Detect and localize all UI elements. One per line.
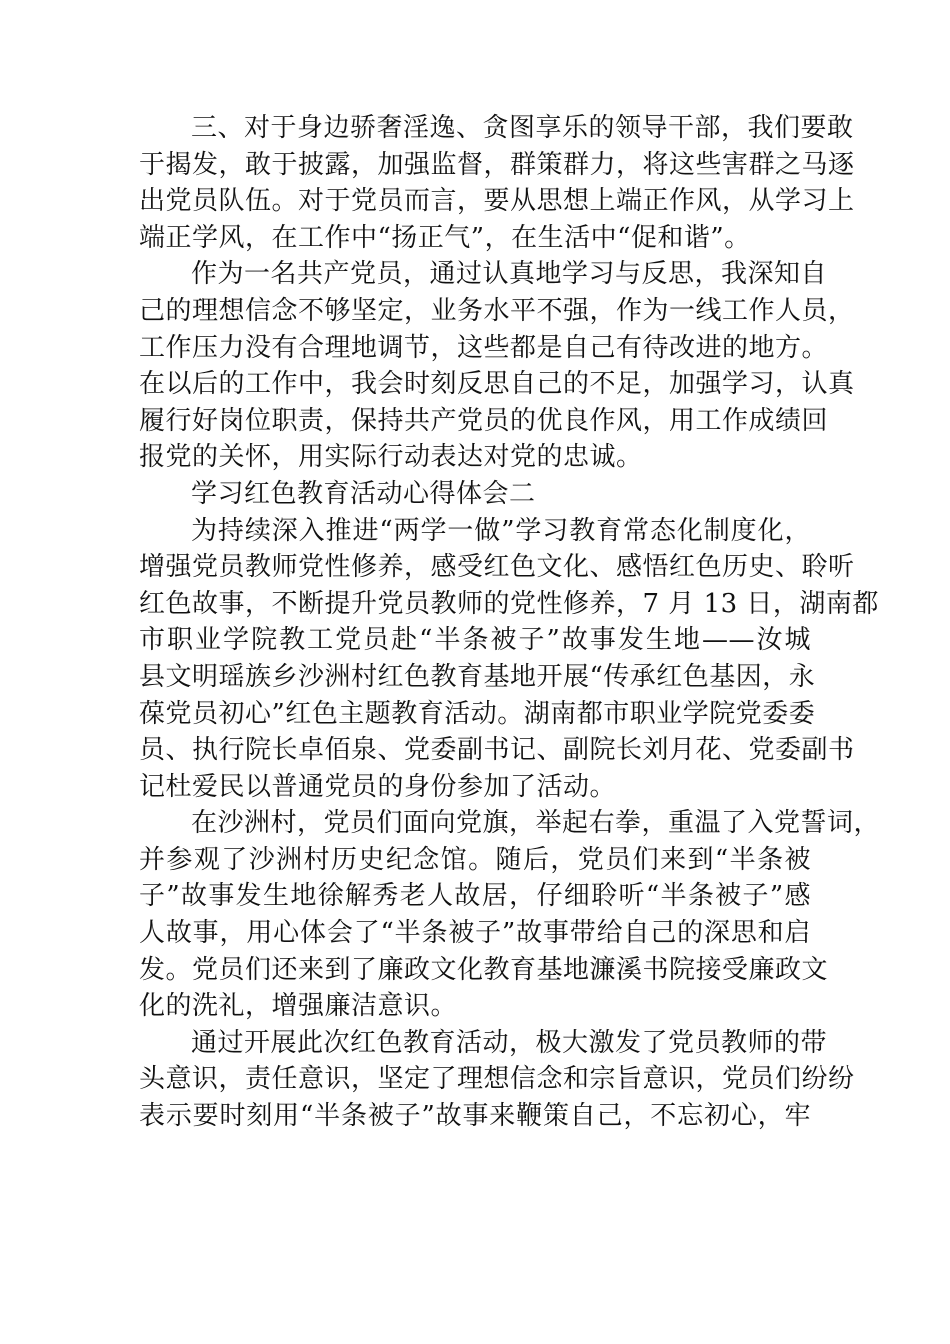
text-line: 己的理想信念不够坚定，业务水平不强，作为一线工作人员， xyxy=(139,295,855,326)
text-line: 工作压力没有合理地调节，这些都是自己有待改进的地方。 xyxy=(139,332,829,363)
text-line: 表示要时刻用“半条被子”故事来鞭策自己，不忘初心，牢 xyxy=(139,1101,811,1132)
paragraph-4 xyxy=(139,805,881,1025)
text-line: 人故事，用心体会了“半条被子”故事带给自己的深思和启 xyxy=(139,918,811,949)
text-line: 并参观了沙洲村历史纪念馆。随后，党员们来到“半条被 xyxy=(139,844,811,875)
text-line: 记杜爱民以普通党员的身份参加了活动。 xyxy=(139,771,617,802)
text-line: 子”故事发生地徐解秀老人故居，仔细聆听“半条被子”感 xyxy=(139,881,811,912)
text-line: 报党的关怀，用实际行动表达对党的忠诚。 xyxy=(139,442,643,473)
text-line: 在以后的工作中，我会时刻反思自己的不足，加强学习，认真 xyxy=(139,369,855,400)
text-line: 头意识，责任意识，坚定了理想信念和宗旨意识，党员们纷纷 xyxy=(139,1064,855,1095)
text-line: 于揭发，敢于披露，加强监督，群策群力，将这些害群之马逐 xyxy=(139,149,855,180)
text-line: 作为一名共产党员，通过认真地学习与反思，我深知自 xyxy=(191,259,828,290)
paragraph-1 xyxy=(139,110,855,256)
text-line: 化的洗礼，增强廉洁意识。 xyxy=(139,991,458,1022)
text-line: 县文明瑶族乡沙洲村红色教育基地开展“传承红色基因，永 xyxy=(139,661,816,692)
text-line: 红色故事，不断提升党员教师的党性修养，7 月 13 日，湖南都 xyxy=(139,588,879,619)
text-line: 履行好岗位职责，保持共产党员的优良作风，用工作成绩回 xyxy=(139,405,829,436)
paragraph-3 xyxy=(139,513,879,806)
text-line: 在沙洲村，党员们面向党旗，举起右拳，重温了入党誓词， xyxy=(191,808,881,839)
text-line: 市职业学院教工党员赴“半条被子”故事发生地——汝城 xyxy=(139,625,811,656)
paragraph-5 xyxy=(139,1025,855,1135)
text-line: 发。党员们还来到了廉政文化教育基地濂溪书院接受廉政文 xyxy=(139,954,829,985)
text-line: 为持续深入推进“两学一做”学习教育常态化制度化， xyxy=(191,515,811,546)
text-line: 通过开展此次红色教育活动，极大激发了党员教师的带 xyxy=(191,1027,828,1058)
text-line: 三、对于身边骄奢淫逸、贪图享乐的领导干部，我们要敢 xyxy=(191,113,854,143)
text-line: 员、执行院长卓佰泉、党委副书记、副院长刘月花、党委副书 xyxy=(139,735,855,766)
text-line: 增强党员教师党性修养，感受红色文化、感悟红色历史、聆听 xyxy=(139,552,855,583)
text-line: 出党员队伍。对于党员而言，要从思想上端正作风，从学习上 xyxy=(139,186,855,217)
text-line: 葆党员初心”红色主题教育活动。湖南都市职业学院党委委 xyxy=(139,698,816,729)
document-body xyxy=(139,110,881,1135)
section-heading-text: 学习红色教育活动心得体会二 xyxy=(191,478,536,509)
section-heading xyxy=(139,476,811,513)
paragraph-2 xyxy=(139,256,855,476)
text-line: 端正学风，在工作中“扬正气”，在生活中“促和谐”。 xyxy=(139,222,751,253)
